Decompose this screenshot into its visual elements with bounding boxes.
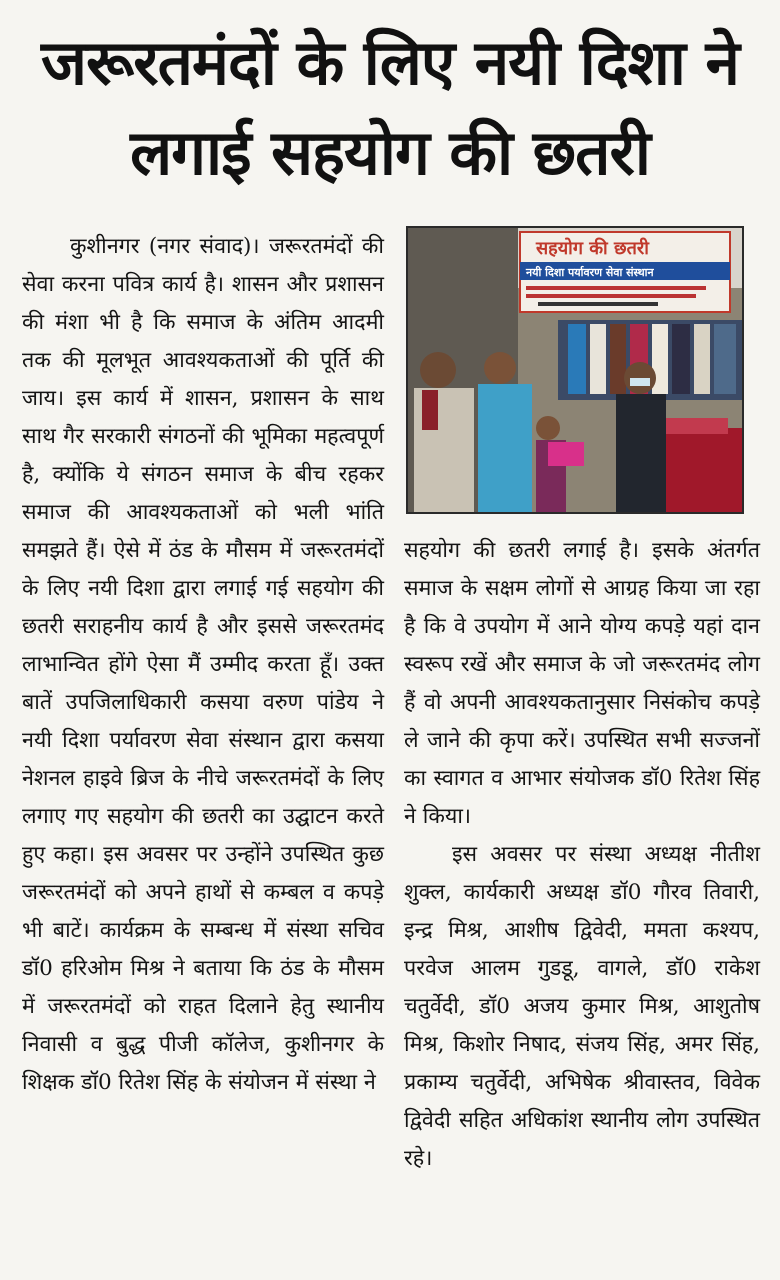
headline-line-1: जरूरतमंदों के लिए नयी दिशा ने — [41, 26, 739, 99]
article-column-right — [404, 532, 760, 1178]
photo-illustration — [408, 228, 742, 512]
paragraph-left-1: कुशीनगर (नगर संवाद)। जरूरतमंदों की सेवा करना पवित्र कार्य है। शासन और प्रशासन की मंशा भी है कि समाज के अंतिम आदमी तक की मूलभूत आवश्यकताओं की पूर्ति की जाय। इस कार्य में शासन, प्रशासन के साथ साथ गैर सरकारी संगठनों की भूमिका महत्वपूर्ण है, क्योंकि ये संगठन समाज के बीच रहकर समाज की आवश्यकताओं को भली भांति समझते हैं। ऐसे में ठंड के मौसम में जरूरतमंदों के लिए नयी दिशा द्वारा लगाई गई सहयोग की छतरी सराहनीय कार्य है और इससे जरूरतमंद लाभान्वित होंगे ऐसा मैं उम्मीद करता हूँ। उक्त बातें उपजिलाधिकारी कसया वरुण पांडेय ने नयी दिशा पर्यावरण सेवा संस्थान द्वारा कसया नेशनल हाइवे ब्रिज के नीचे जरूरतमंदों के लिए लगाए गए सहयोग की छतरी का उद्घाटन करते हुए कहा। इस अवसर पर उन्होंने उपस्थित कुछ जरूरतमंदों को अपने हाथों से कम्बल व कपड़े भी बाटें। कार्यक्रम के सम्बन्ध में संस्था सचिव डॉ0 हरिओम मिश्र ने बताया कि ठंड के मौसम में जरूरतमंदों को राहत दिलाने हेतु स्थानीय निवासी व बुद्ध पीजी कॉलेज, कुशीनगर के शिक्षक डॉ0 रितेश सिंह के संयोजन में संस्था ने — [22, 234, 384, 1095]
banner-title: सहयोग की छतरी — [536, 238, 649, 259]
paragraph-right-1: सहयोग की छतरी लगाई है। इसके अंतर्गत समाज के सक्षम लोगों से आग्रह किया जा रहा है कि वे उपयोग में आने योग्य कपड़े यहां दान स्वरूप रखें और समाज के जो जरूरतमंद लोग हैं वो अपनी आवश्यकतानुसार निसंकोच कपड़े ले जाने की कृपा करें। उपस्थित सभी सज्जनों का स्वागत व आभार संयोजक डॉ0 रितेश सिंह ने किया। — [404, 538, 760, 829]
headline — [20, 18, 760, 198]
banner-subtitle: नयी दिशा पर्यावरण सेवा संस्थान — [526, 266, 654, 279]
news-photo — [406, 226, 744, 514]
article-column-left — [22, 228, 384, 1102]
paragraph-right-2: इस अवसर पर संस्था अध्यक्ष नीतीश शुक्ल, कार्यकारी अध्यक्ष डॉ0 गौरव तिवारी, इन्द्र मिश्र, आशीष द्विवेदी, ममता कश्यप, परवेज आलम गुडडू, वागले, डॉ0 राकेश चतुर्वेदी, डॉ0 अजय कुमार मिश्र, आशुतोष मिश्र, किशोर निषाद, संजय सिंह, अमर सिंह, प्रकाम्य चतुर्वेदी, अभिषेक श्रीवास्तव, विवेक द्विवेदी सहित अधिकांश स्थानीय लोग उपस्थित रहे। — [404, 842, 760, 1171]
headline-line-2: लगाई सहयोग की छतरी — [130, 116, 650, 189]
